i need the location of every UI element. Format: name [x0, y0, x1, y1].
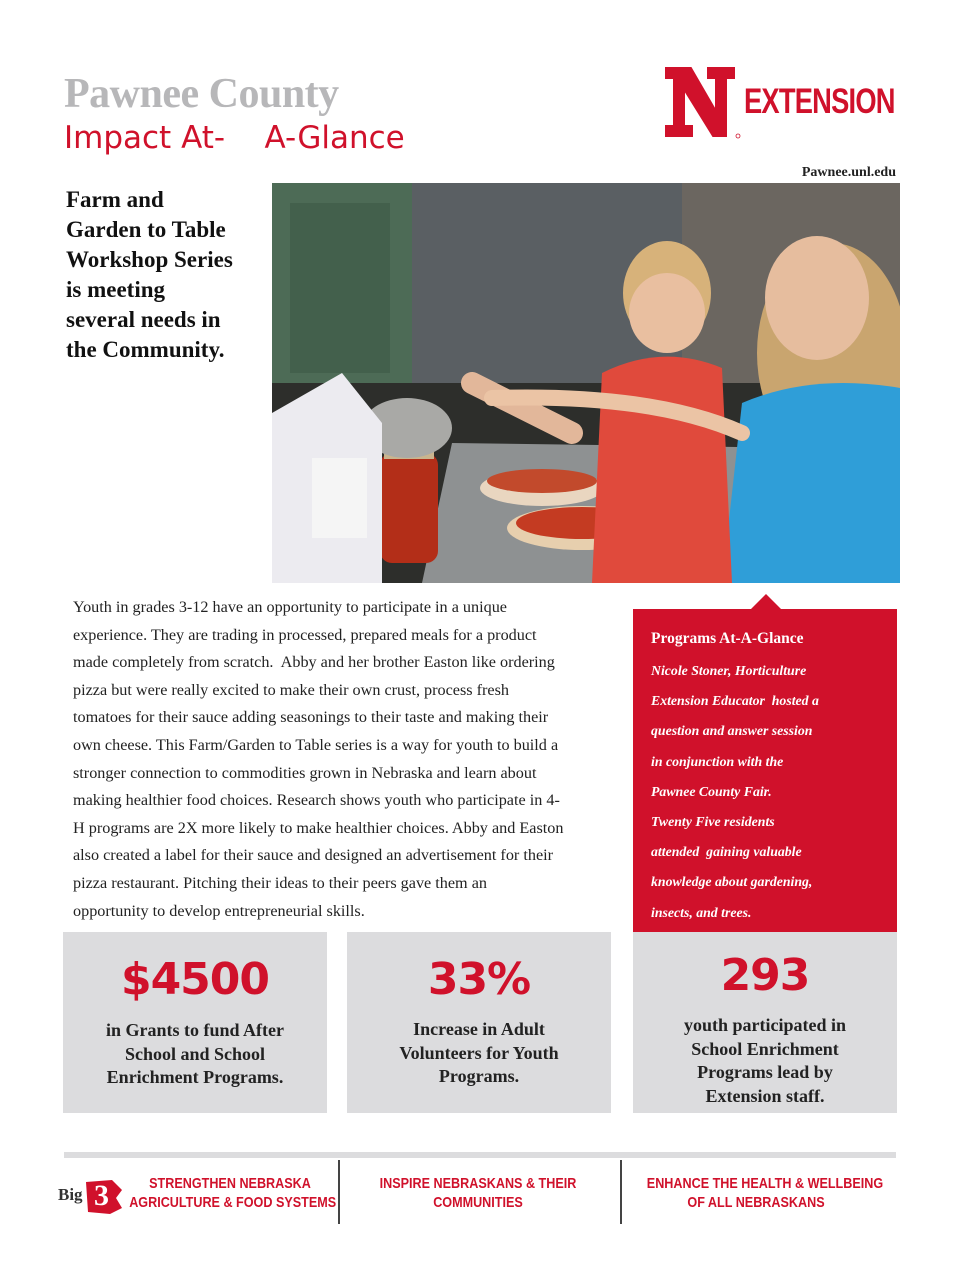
stat-desc-line: School and School: [124, 1043, 266, 1064]
stat-description: [63, 1019, 327, 1090]
stat-description: [347, 1018, 611, 1089]
footer-goal-agriculture: [129, 1174, 337, 1212]
footer-goal-line: AGRICULTURE & FOOD SYSTEMS: [129, 1194, 337, 1211]
story-line: pizza but were really excited to make their own crust, process fresh: [73, 680, 509, 699]
callout-line: Extension Educator hosted a: [651, 693, 819, 709]
headline-line: Workshop Series: [66, 247, 233, 272]
story-line: tomatoes for their sauce adding seasonings to their taste and making their: [73, 708, 549, 727]
impact-title: Impact At- A-Glance: [64, 120, 405, 156]
callout-arrow: [750, 594, 782, 610]
stat-desc-line: in Grants to fund After: [105, 1020, 284, 1040]
big3-logo-icon: [56, 1176, 124, 1216]
footer-goal-line: STRENGTHEN NEBRASKA: [149, 1175, 311, 1192]
headline-line: is meeting: [66, 277, 166, 302]
headline-line: Garden to Table: [66, 217, 226, 242]
extension-logo-text: EXTENSION: [744, 82, 895, 121]
big3-number: 3: [94, 1179, 109, 1212]
headline: [66, 185, 266, 365]
county-title: Pawnee County: [64, 71, 339, 117]
callout-line: question and answer session: [651, 723, 813, 739]
callout-body: [651, 656, 891, 928]
footer-goal-communities: [377, 1174, 579, 1212]
stat-desc-line: Increase in Adult: [413, 1019, 545, 1039]
footer-goal-line: COMMUNITIES: [433, 1194, 523, 1211]
footer-goal-line: OF ALL NEBRASKANS: [687, 1194, 825, 1211]
footer-divider: [620, 1160, 622, 1224]
story-line: own cheese. This Farm/Garden to Table series is a way for youth to build a: [73, 735, 559, 754]
pizza-making-photo-icon: [272, 183, 900, 583]
stat-desc-line: youth participated in: [683, 1015, 847, 1035]
stat-desc-line: Programs lead by: [697, 1062, 833, 1082]
callout-title: Programs At-A-Glance: [651, 630, 804, 647]
stat-description: [633, 1014, 897, 1108]
callout-line: knowledge about gardening,: [651, 874, 813, 890]
stat-desc-line: Enrichment Programs.: [106, 1067, 284, 1087]
story-line: H programs are 2X more likely to make healthier choices. Abby and Easton: [73, 818, 564, 837]
story-line: also created a label for their sauce and designed an advertisement for their: [73, 846, 554, 865]
headline-line: several needs in: [66, 307, 221, 332]
stat-desc-line: School Enrichment: [691, 1038, 839, 1059]
callout-line: attended gaining valuable: [651, 844, 802, 860]
callout-line: insects, and trees.: [651, 904, 752, 920]
headline-line: the Community.: [66, 337, 225, 362]
programs-callout: [633, 609, 897, 932]
story-line: pizza restaurant. Pitching their ideas to their peers gave them an: [73, 873, 487, 892]
callout-line: Pawnee County Fair.: [651, 783, 772, 799]
stat-card-volunteers: [347, 932, 611, 1113]
footer-goal-line: ENHANCE THE HEALTH & WELLBEING: [646, 1175, 884, 1192]
footer-rule: [64, 1152, 896, 1158]
footer-goal-line: INSPIRE NEBRASKANS & THEIR: [379, 1175, 577, 1192]
story-line: experience. They are trading in processed, prepared meals for a product: [73, 625, 537, 644]
stat-value: 33%: [427, 954, 531, 1005]
story-line: opportunity to develop entrepreneurial skills.: [73, 901, 365, 920]
stat-desc-line: Volunteers for Youth: [399, 1042, 559, 1063]
stat-card-grants: [63, 932, 327, 1113]
footer-goal-health: [646, 1174, 884, 1212]
story-line: making healthier food choices. Research shows youth who participate in 4-: [73, 791, 560, 810]
website-link[interactable]: Pawnee.unl.edu: [801, 165, 896, 180]
stat-desc-line: Extension staff.: [705, 1085, 825, 1106]
headline-line: Farm and: [66, 187, 164, 212]
callout-line: Nicole Stoner, Horticulture: [651, 663, 807, 678]
big3-label: Big: [58, 1185, 83, 1204]
story-line: made completely from scratch. Abby and her brother Easton like ordering: [73, 653, 555, 672]
story-line: stronger connection to commodities grown in Nebraska and learn about: [73, 763, 537, 782]
story-body: [73, 594, 618, 925]
callout-line: in conjunction with the: [651, 753, 784, 769]
workshop-photo: [272, 183, 900, 583]
stat-card-youth: [633, 932, 897, 1113]
nebraska-n-logo-icon: [662, 62, 742, 142]
stat-value: $4500: [120, 954, 270, 1005]
callout-line: Twenty Five residents: [651, 814, 775, 830]
footer-divider: [338, 1160, 340, 1224]
stat-value: 293: [720, 950, 810, 1001]
story-line: Youth in grades 3-12 have an opportunity to participate in a unique: [73, 598, 507, 616]
stat-desc-line: Programs.: [438, 1066, 520, 1086]
